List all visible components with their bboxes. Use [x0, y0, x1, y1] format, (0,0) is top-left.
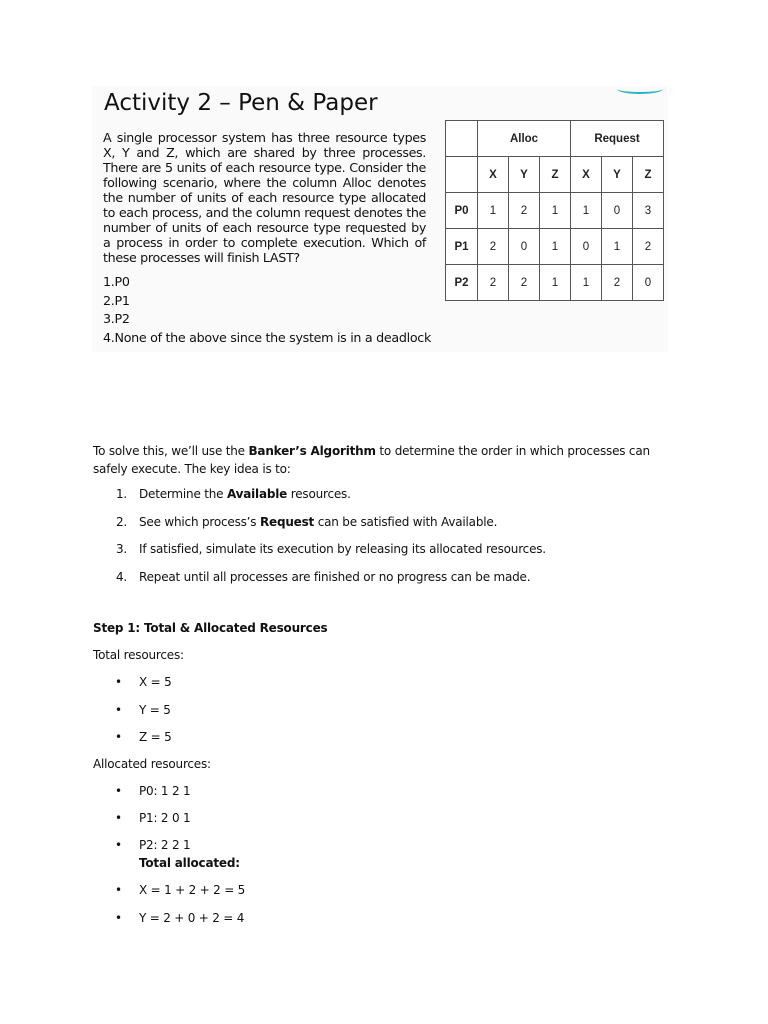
- allocated-resources-list: [93, 773, 683, 927]
- table-row: [446, 265, 664, 301]
- table-cell: 1: [478, 193, 509, 229]
- table-cell: 0: [509, 229, 540, 265]
- table-cell: 2: [509, 193, 540, 229]
- list-item: [93, 515, 683, 543]
- process-label: P0: [446, 193, 478, 229]
- bullet-icon: •: [115, 883, 122, 898]
- step-number: 1.: [116, 487, 128, 501]
- bullet-icon: •: [115, 702, 122, 717]
- resource-allocation-table: [445, 120, 664, 301]
- table-group-header-row: [446, 121, 664, 157]
- table-cell: 1: [602, 229, 633, 265]
- option-1: 1.P0: [103, 274, 130, 289]
- table-cell: 2: [602, 265, 633, 301]
- table-cell: 2: [478, 229, 509, 265]
- table-corner-cell: [446, 121, 478, 157]
- table-row: [446, 229, 664, 265]
- list-item: • P2: 2 2 1 Total allocated:: [93, 827, 683, 872]
- table-cell: 1: [540, 193, 571, 229]
- bullet-icon: •: [115, 811, 122, 826]
- process-label: P1: [446, 229, 478, 265]
- table-sub-header-row: [446, 157, 664, 193]
- step1-heading: Step 1: Total & Allocated Resources: [93, 621, 328, 636]
- alloc-header: Alloc: [478, 121, 571, 157]
- sub-header-cell: X: [571, 157, 602, 193]
- process-label: P2: [446, 265, 478, 301]
- list-item: • P0: 1 2 1: [93, 773, 683, 800]
- list-item: • X = 5: [93, 664, 683, 691]
- total-resources-list: [93, 664, 683, 746]
- bullet-icon: •: [115, 838, 122, 853]
- table-cell: 1: [540, 265, 571, 301]
- bullet-icon: •: [115, 910, 122, 925]
- list-item: • P1: 2 0 1: [93, 800, 683, 827]
- sub-header-cell: Y: [602, 157, 633, 193]
- intro-paragraph: [93, 442, 683, 478]
- option-2: 2.P1: [103, 292, 130, 308]
- list-item: • X = 1 + 2 + 2 = 5: [93, 872, 683, 899]
- list-item: • Z = 5: [93, 719, 683, 746]
- table-cell: 1: [540, 229, 571, 265]
- sub-header-cell: Y: [509, 157, 540, 193]
- step-text: Repeat until all processes are finished or no progress can be made.: [139, 569, 531, 584]
- list-item: • Y = 5: [93, 692, 683, 719]
- step-text: If satisfied, simulate its execution by releasing its allocated resources.: [139, 542, 546, 557]
- bullet-icon: •: [115, 783, 122, 798]
- step-text: Determine the Available resources.: [139, 487, 351, 501]
- sub-header-cell: X: [478, 157, 509, 193]
- steps-list: [93, 487, 683, 597]
- activity-title: Activity 2 – Pen & Paper: [104, 90, 378, 116]
- table-corner-cell: [446, 157, 478, 193]
- table-cell: 0: [602, 193, 633, 229]
- bullet-icon: •: [115, 675, 122, 690]
- table-cell: 2: [478, 265, 509, 301]
- total-resources-label: Total resources:: [93, 648, 184, 663]
- sub-header-cell: Z: [633, 157, 664, 193]
- list-item: [93, 570, 683, 598]
- activity-paragraph: A single processor system has three resource types X, Y and Z, which are shared by three processes. There are 5 units of each resource type. Consider the following scenario, where the column Alloc denotes the number of units of each resource type allocated to each process, and the column request denotes the number of units of each resource type requested by a process in order to complete execution. Which of these processes will finish LAST?: [103, 130, 426, 265]
- table-cell: 1: [571, 193, 602, 229]
- table-cell: 0: [633, 265, 664, 301]
- activity-options: [103, 273, 431, 348]
- step-number: 3.: [116, 542, 128, 557]
- request-header: Request: [571, 121, 664, 157]
- document-body: [93, 442, 683, 927]
- list-item: [93, 542, 683, 570]
- table-cell: 2: [633, 229, 664, 265]
- step-number: 4.: [116, 569, 128, 584]
- option-4: 4.None of the above since the system is in a deadlock: [103, 330, 432, 346]
- sub-header-cell: Z: [540, 157, 571, 193]
- option-3: 3.P2: [103, 311, 130, 327]
- table-cell: 1: [571, 265, 602, 301]
- step-number: 2.: [116, 514, 128, 529]
- step-text: See which process’s Request can be satisfied with Available.: [139, 514, 498, 529]
- intro-bold: Banker’s Algorithm: [248, 444, 376, 458]
- table-cell: 0: [571, 229, 602, 265]
- intro-text: To solve this, we’ll use the: [93, 444, 249, 458]
- allocated-resources-label: Allocated resources:: [93, 756, 211, 771]
- list-item: [93, 487, 683, 515]
- corner-decoration: [617, 84, 663, 94]
- list-item: • Y = 2 + 0 + 2 = 4: [93, 900, 683, 927]
- bullet-icon: •: [115, 729, 122, 744]
- intro-text-end: to determine the order in which processes can safely execute. The key idea is to:: [93, 444, 650, 476]
- total-allocated-label: Total allocated:: [139, 856, 240, 871]
- table-cell: 2: [509, 265, 540, 301]
- table-cell: 3: [633, 193, 664, 229]
- table-row: [446, 193, 664, 229]
